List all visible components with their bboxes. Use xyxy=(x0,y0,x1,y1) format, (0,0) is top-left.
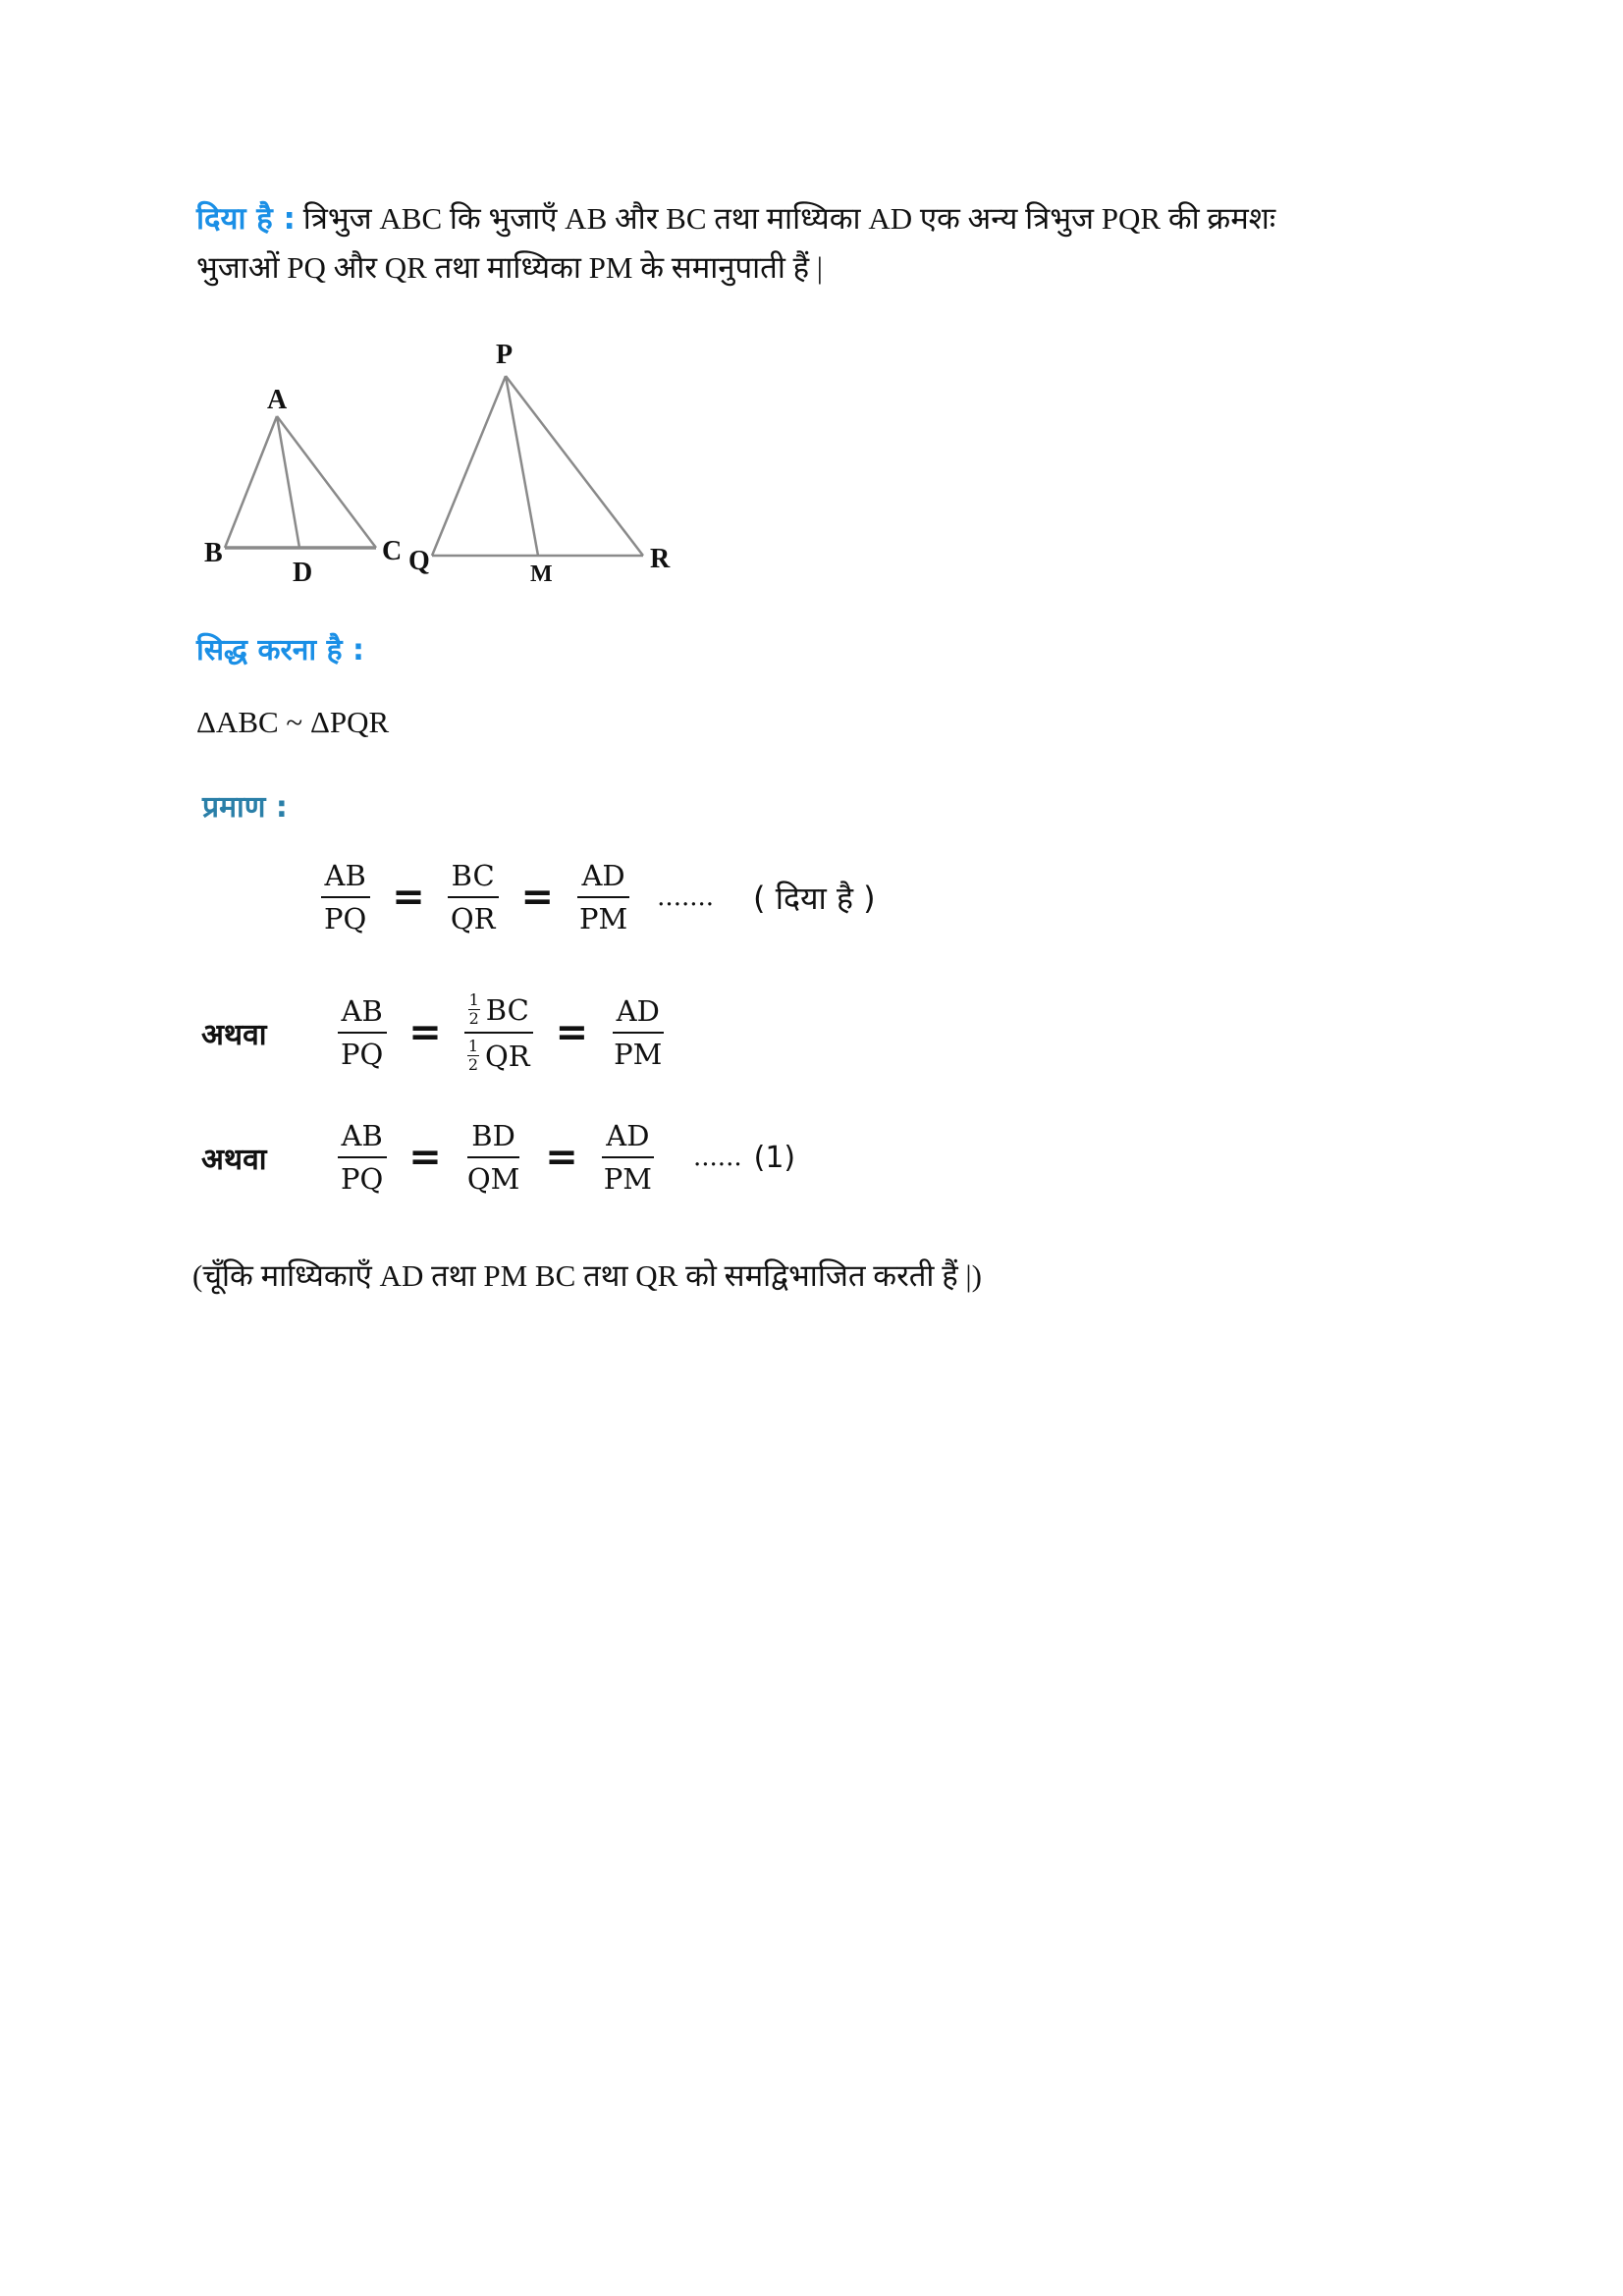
athva-label: अथवा xyxy=(201,1142,267,1177)
triangles-figure xyxy=(177,314,923,609)
proof-heading: प्रमाण : xyxy=(202,790,288,825)
label-q: Q xyxy=(408,546,430,576)
fraction-half-bc-half-qr: 1 2 BC 1 2 QR xyxy=(463,991,534,1074)
proof-line-2: अथवा $\frac{AB}{PQ}$ = 1 2 BC 1 2 QR = $\frac{AD}{PM}$ xyxy=(201,991,674,1074)
label-a: A xyxy=(267,385,288,415)
fraction-ab-pq: $\frac{AB}{PQ}$ xyxy=(337,994,387,1071)
dots: ....... xyxy=(657,882,715,912)
given-text-1: त्रिभुज ABC कि भुजाएँ AB और BC तथा माध्यिका AD एक अन्य त्रिभुज PQR की क्रमशः xyxy=(302,201,1276,236)
given-note: ( दिया है ) xyxy=(753,879,876,917)
given-line-1 xyxy=(196,194,1453,243)
proof-line-1: $\frac{AB}{PQ}$ = $\frac{BC}{QR}$ = $\frac{AD}{PM}$ ....... ( दिया है ) xyxy=(312,859,876,935)
to-prove-heading xyxy=(196,628,364,668)
label-m: M xyxy=(530,561,553,587)
fraction-bc-qr: $\frac{BC}{QR}$ xyxy=(447,859,500,935)
triangle-abc xyxy=(225,416,376,548)
fraction-bd-qm: $\frac{BD}{QM}$ xyxy=(466,1119,520,1196)
dots: ...... xyxy=(693,1143,742,1172)
given-paragraph xyxy=(196,194,1453,293)
athva-label: अथवा xyxy=(201,1017,267,1052)
to-prove-statement: ΔABC ~ ΔPQR xyxy=(196,705,390,739)
proof-line-3: अथवा $\frac{AB}{PQ}$ = $\frac{BD}{QM}$ = $\frac{AD}{PM}$ ...... (1) xyxy=(201,1119,796,1196)
label-c: C xyxy=(382,536,403,566)
label-r: R xyxy=(650,544,671,574)
fraction-ab-pq: $\frac{AB}{PQ}$ xyxy=(337,1119,387,1196)
equation-ref: (1) xyxy=(753,1140,796,1175)
given-text-2: भुजाओं PQ और QR तथा माध्यिका PM के समानुपाती हैं | xyxy=(196,250,824,285)
label-b: B xyxy=(204,538,223,568)
fraction-ad-pm: $\frac{AD}{PM}$ xyxy=(603,1119,653,1196)
fraction-ad-pm: $\frac{AD}{PM}$ xyxy=(614,994,663,1071)
given-line-2 xyxy=(196,243,1453,293)
fraction-ab-pq: $\frac{AB}{PQ}$ xyxy=(320,859,370,935)
to-prove-label: सिद्ध करना है : xyxy=(196,633,365,667)
fraction-ad-pm: $\frac{AD}{PM}$ xyxy=(578,859,628,935)
label-p: P xyxy=(496,340,514,370)
given-label: दिया है : xyxy=(196,201,296,237)
label-d: D xyxy=(293,558,313,588)
proof-reason: (चूँकि माध्यिकाएँ AD तथा PM BC तथा QR को समद्विभाजित करती हैं |) xyxy=(192,1258,982,1293)
triangle-pqr xyxy=(432,376,643,556)
